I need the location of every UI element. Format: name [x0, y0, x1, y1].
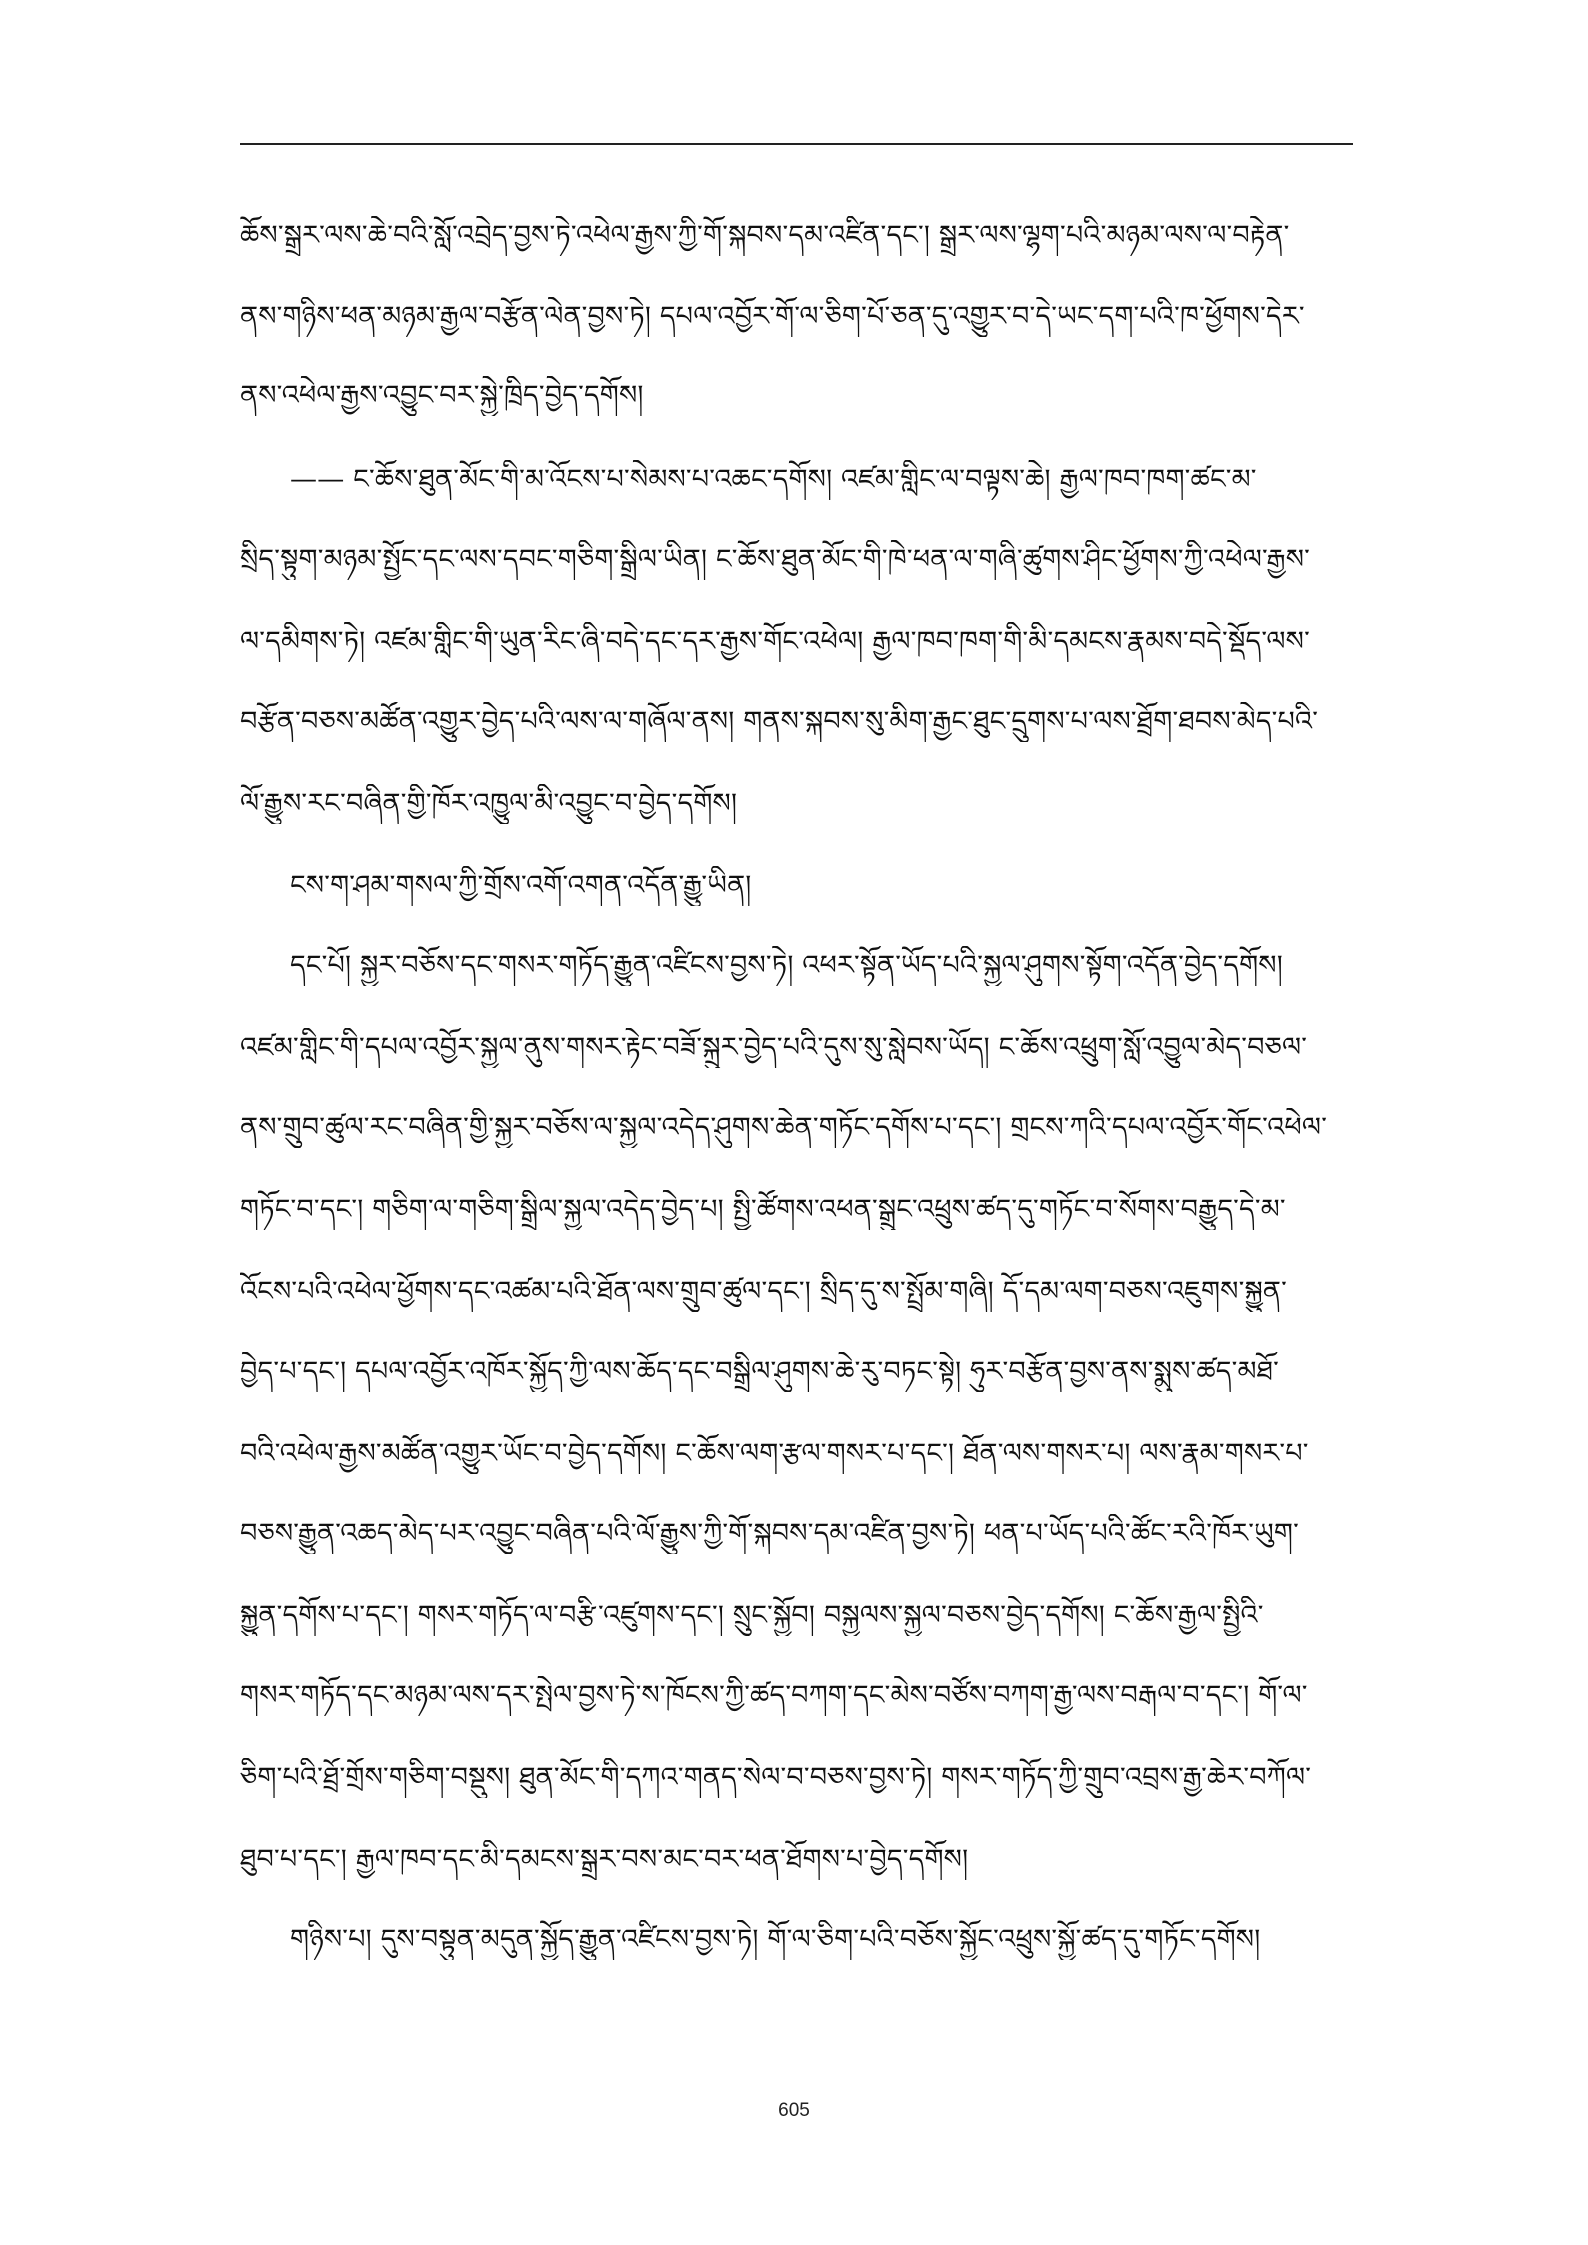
text-line: ནས་གྲུབ་ཚུལ་རང་བཞིན་གྱི་སྐྱར་བཅོས་ལ་སྐྱལ་འདེད་ཤུགས་ཆེན་གཏོང་དགོས་པ་དང་། གྲངས་ཀའི་དཔལ་འབྱོར་གོང་འཕེལ་: [240, 1112, 1328, 1143]
text-line: ངས་ག་ཤམ་གསལ་ཀྱི་གྲོས་འགོ་འགན་འདོན་རྒྱུ་ཡིན།: [290, 870, 752, 901]
text-line: སྲིད་སྟུག་མཉམ་སྤྱོང་དང་ལས་དབང་གཅིག་སྒྲིལ་ཡིན། ང་ཆོས་ཐུན་མོང་གི་ཁེ་ཕན་ལ་གཞི་ཚུགས་ཤིང་ཕྱོགས་ཀྱི་འཕེལ་རྒྱས་: [240, 544, 1311, 575]
text-line: དང་པོ། སྐྱར་བཅོས་དང་གསར་གཏོད་རྒྱུན་འཛིངས་བྱས་ཏེ། འཕར་སྟོན་ཡོད་པའི་སྐྱལ་ཤུགས་སྟོག་འདོན་བྱེད་དགོས།: [290, 950, 1283, 981]
text-line: སྐྱུན་དགོས་པ་དང་། གསར་གཏོད་ལ་བརྩི་འཛུགས་དང་། སྲུང་སྐྱོབ། བསྐྱལས་སྐྱལ་བཅས་བྱེད་དགོས། ང་ཆོས་རྒྱལ་སྤྱིའི་: [240, 1600, 1264, 1631]
text-line: ཐུབ་པ་དང་། རྒྱལ་ཁབ་དང་མི་དམངས་སྒྲར་བས་མང་བར་ཕན་ཐོགས་པ་བྱེད་དགོས།: [240, 1844, 969, 1875]
text-line: བཅས་རྒྱུན་འཆད་མེད་པར་འབྱུང་བཞིན་པའི་ལོ་རྒྱུས་ཀྱི་གོ་སྐབས་དམ་འཛིན་བྱས་ཏེ། ཕན་པ་ཡོད་པའི་ཚོང་རའི་ཁོར་ཡུག་: [240, 1518, 1299, 1549]
text-line: ལོ་རྒྱུས་རང་བཞིན་གྱི་ཁོར་འཁྱུལ་མི་འབྱུང་བ་བྱེད་དགོས།: [240, 788, 738, 819]
text-line: བརྩོན་བཅས་མཚོན་འགྱུར་བྱེད་པའི་ལས་ལ་གཞོལ་ནས། གནས་སྐབས་སུ་མིག་རྒྱང་ཐུང་དྲུགས་པ་ལས་ཐྲོག་ཐབས་མེད་པའི་: [240, 706, 1319, 737]
text-line: —— ང་ཆོས་ཐུན་མོང་གི་མ་འོངས་པ་སེམས་པ་འཆང་དགོས། འཛམ་གླིང་ལ་བལྟས་ཆེ། རྒྱལ་ཁབ་ཁག་ཚང་མ་: [290, 464, 1257, 495]
text-line: གསར་གཏོད་དང་མཉམ་ལས་དར་སྤེལ་བྱས་ཏེ་ས་ཁོངས་ཀྱི་ཚད་བཀག་དང་མེས་བཙོས་བཀག་རྒྱ་ལས་བརྒལ་བ་དང་། གོ་ལ་: [240, 1680, 1308, 1711]
text-line: གཉིས་པ། དུས་བསྟུན་མདུན་སྐྱོད་རྒྱུན་འཛིངས་བྱས་ཏེ། གོ་ལ་ཅིག་པའི་བཅོས་སྐྱོང་འཕྲུས་སྐྱོ་ཚད་དུ་གཏོང་དགོས།: [290, 1924, 1261, 1955]
text-line: འཛམ་གླིང་གི་དཔལ་འབྱོར་སྐྱལ་ནུས་གསར་རྟེང་བཟོ་སྐྲུར་བྱེད་པའི་དུས་སུ་སླེབས་ཡོད། ང་ཆོས་འཕྲུག་སློ་འབྱུལ་མེད་བཅལ་: [240, 1032, 1308, 1063]
text-line: ནས་གཉིས་ཕན་མཉམ་རྒྱལ་བརྩོན་ལེན་བྱས་ཏེ། དཔལ་འབྱོར་གོ་ལ་ཅིག་པོ་ཅན་དུ་འགྱུར་བ་དེ་ཡང་དག་པའི་ཁ་ཕྱོགས་དེར་: [240, 301, 1305, 332]
text-line: ཆོས་སྒྲར་ལས་ཆེ་བའི་སློ་འབྲེད་བྱས་ཏེ་འཕེལ་རྒྱས་ཀྱི་གོ་སྐབས་དམ་འཛིན་དང་། སྒྲར་ལས་ལྷག་པའི་མཉམ་ལས་ལ་བརྟེན་: [240, 220, 1290, 251]
text-line: ནས་འཕེལ་རྒྱས་འབྱུང་བར་སྐྱེ་ཁྲིད་བྱེད་དགོས།: [240, 380, 644, 411]
text-line: བའི་འཕེལ་རྒྱས་མཚོན་འགྱུར་ཡོང་བ་བྱེད་དགོས། ང་ཆོས་ལག་རྩལ་གསར་པ་དང་། ཐོན་ལས་གསར་པ། ལས་རྣམ་གསར་པ་: [240, 1438, 1309, 1469]
text-line: འོངས་པའི་འཕེལ་ཕྱོགས་དང་འཚམ་པའི་ཐོན་ལས་གྲུབ་ཚུལ་དང་། སྲིད་དུ་ས་སྤྲོམ་གཞི། དོ་དམ་ལག་བཅས་འཇུགས་སྐྱུན་: [240, 1276, 1287, 1307]
text-line: བྱེད་པ་དང་། དཔལ་འབྱོར་འཁོར་སྐྱོད་ཀྱི་ལས་ཆོད་དང་བསྒྲིལ་ཤུགས་ཆེ་རུ་བཏང་སྟེ། ཧུར་བརྩོན་བྱས་ནས་སྨུས་ཚད་མཐོ་: [240, 1356, 1280, 1387]
text-line: ཅིག་པའི་ཐྲོ་གྲོས་གཅིག་བསྡུས། ཐུན་མོང་གི་དཀའ་གནད་སེལ་བ་བཅས་བྱས་ཏེ། གསར་གཏོད་ཀྱི་གྲུབ་འབྲས་རྒྱ་ཆེར་བཀོལ་: [240, 1762, 1312, 1793]
page-number: 605: [778, 2100, 810, 2121]
text-line: ལ་དམིགས་ཏེ། འཛམ་གླིང་གི་ཡུན་རིང་ཞི་བདེ་དང་དར་རྒྱས་གོང་འཕེལ། རྒྱལ་ཁབ་ཁག་གི་མི་དམངས་རྣམས་བདེ་སྡོད་ལས་: [240, 626, 1310, 657]
header-rule: [240, 143, 1353, 145]
text-line: གཏོང་བ་དང་། གཅིག་ལ་གཅིག་སྒྲིལ་སྐྱལ་འདེད་བྱེད་པ། སྤྱི་ཚོགས་འཕན་སྒྲུང་འཕྲུས་ཚད་དུ་གཏོང་བ་སོགས་བརྒྱུད་དེ་མ་: [240, 1194, 1286, 1225]
